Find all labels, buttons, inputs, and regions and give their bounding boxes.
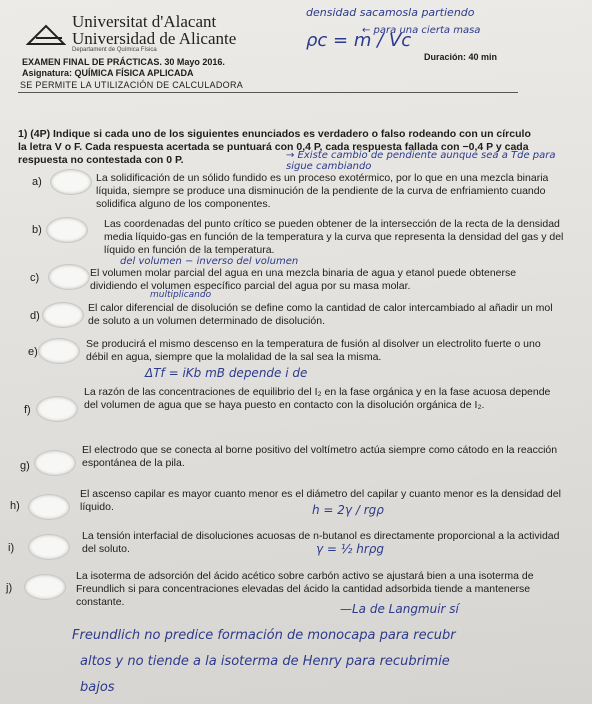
note-a: → Existe cambio de pendiente aunque sea a Tde para sigue cambiando: [286, 150, 556, 172]
university-logo: [26, 24, 66, 46]
answer-oval-i[interactable]: [28, 534, 70, 560]
final-note-line3: bajos: [80, 680, 115, 695]
question-i: La tensión interfacial de disoluciones acuosas de n-butanol es directamente proporcional a la actividad del soluto.: [82, 530, 560, 555]
answer-oval-b[interactable]: [46, 217, 88, 243]
question-c: El volumen molar parcial del agua en una mezcla binaria de agua y etanol puede obtenerse dividiendo el volumen específico parcial del agua por su masa molar.: [90, 267, 517, 292]
answer-oval-j[interactable]: [24, 574, 66, 600]
question-f: La razón de las concentraciones de equilibrio del I₂ en la fase orgánica y en la fase acuosa depende del volumen de agua que se haya puesto en contacto con la disolución orgánica de I₂.: [84, 386, 551, 411]
question-label-i: i): [8, 542, 15, 554]
answer-oval-f[interactable]: [36, 396, 78, 422]
handwritten-density-note: densidad sacamosla partiendo: [306, 6, 475, 19]
question-e: Se producirá el mismo descenso en la temperatura de fusión al disolver un electrolito fuerte o uno débil en agua, siempre que la molalidad de la sal sea la misma.: [86, 338, 541, 363]
question-b: Las coordenadas del punto crítico se pueden obtener de la intersección de la recta de la densidad media líquido-gas en función de la temperatura y la curva que representa la densidad del gas y del líquido en función de la temperatura.: [104, 218, 564, 256]
question-j: La isoterma de adsorción del ácido acético sobre carbón activo se ajustará bien a una isoterma de Freundlich si para concentraciones elevadas del ácido la cantidad adsorbida tiende a mantenerse constante.: [76, 570, 534, 608]
note-b: del volumen − inverso del volumen: [120, 256, 299, 267]
calculator-note: SE PERMITE LA UTILIZACIÓN DE CALCULADORA: [20, 80, 244, 90]
note-h: h = 2γ / rgρ: [312, 503, 384, 517]
note-i: γ = ½ hrρg: [316, 542, 385, 556]
answer-oval-d[interactable]: [42, 302, 84, 328]
question-label-a: a): [32, 176, 42, 188]
note-e: ΔTf = iKb mB depende i de: [145, 366, 308, 380]
final-note-line1: Freundlich no predice formación de monocapa para recubr: [72, 628, 456, 643]
question-a: La solidificación de un sólido fundido es un proceso exotérmico, por lo que en una mezcla binaria líquida, siempre se produce una disminución de la pendiente de la curva de enfriamiento cuando solidifica alguno de los componentes.: [96, 172, 549, 210]
handwritten-mass-note: ← para una cierta masa: [362, 25, 481, 36]
header-divider: [18, 92, 518, 93]
answer-oval-h[interactable]: [28, 494, 70, 520]
final-note-line2: altos y no tiende a la isoterma de Henry para recubrimie: [80, 654, 450, 669]
question-label-b: b): [32, 224, 42, 236]
note-j: —La de Langmuir sí: [340, 602, 459, 616]
answer-oval-g[interactable]: [34, 450, 76, 476]
question-g: El electrodo que se conecta al borne positivo del voltímetro actúa siempre como cátodo en la reacción espontánea de la pila.: [82, 444, 558, 469]
question-label-c: c): [30, 272, 40, 284]
exam-title: EXAMEN FINAL DE PRÁCTICAS. 30 Mayo 2016.: [22, 57, 225, 67]
exam-duration: Duración: 40 min: [424, 52, 498, 62]
university-name-es: Universidad de Alicante: [72, 29, 237, 48]
question-label-f: f): [24, 404, 31, 416]
department: Departament de Química Física: [72, 47, 157, 53]
handwritten-formula: ρc = m / Vc: [306, 30, 412, 51]
answer-oval-e[interactable]: [38, 338, 80, 364]
answer-oval-c[interactable]: [48, 264, 90, 290]
question-d: El calor diferencial de disolución se define como la cantidad de calor intercambiado al añadir un mol de soluto a un volumen determinado de disolución.: [88, 302, 553, 327]
question-label-d: d): [30, 310, 40, 322]
subject: Asignatura: QUÍMICA FÍSICA APLICADA: [22, 68, 194, 78]
question-label-g: g): [20, 460, 30, 472]
question-h: El ascenso capilar es mayor cuanto menor es el diámetro del capilar y cuanto menor es la densidad del líquido.: [80, 488, 561, 513]
instructions: 1) (4P) Indique si cada uno de los siguientes enunciados es verdadero o falso rodeando con un círculo la letra V o F. Cada respuesta acertada se puntuará con 0,4 P, cada respuesta fallada con −0,4 P y cada respuesta no contestada con 0 P.: [18, 128, 531, 166]
note-c: multiplicando: [150, 290, 212, 300]
question-label-e: e): [28, 346, 38, 358]
question-label-h: h): [10, 500, 20, 512]
answer-oval-a[interactable]: [50, 169, 92, 195]
university-name-ca: Universitat d'Alacant: [72, 12, 217, 31]
question-label-j: j): [6, 582, 13, 594]
